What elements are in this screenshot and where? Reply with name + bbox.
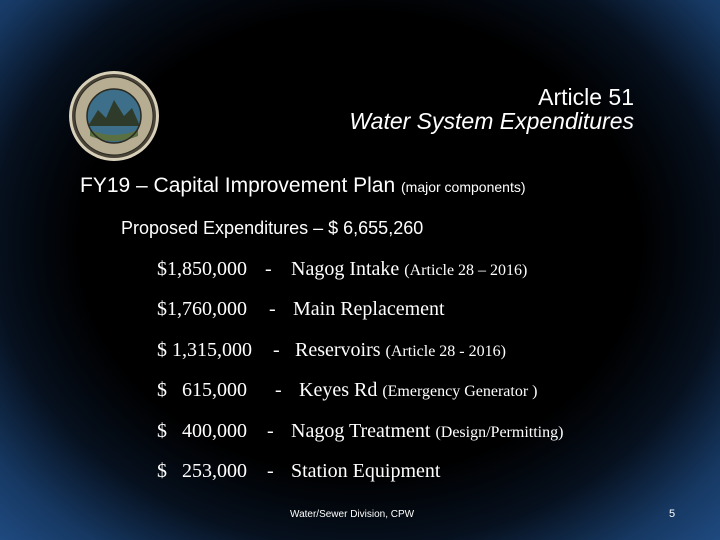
item-description-group: [291, 258, 527, 281]
item-dash: -: [273, 339, 280, 361]
item-description: Nagog Treatment: [291, 420, 431, 442]
list-item: [157, 379, 617, 405]
heading-qualifier: (major components): [401, 179, 526, 195]
item-description: Keyes Rd: [299, 379, 378, 401]
item-description-group: [291, 460, 440, 483]
item-dash: -: [275, 379, 282, 401]
item-amount: $ 400,000: [157, 420, 247, 442]
item-amount: $1,760,000: [157, 298, 247, 320]
proposed-expenditures: Proposed Expenditures – $ 6,655,260: [121, 218, 424, 238]
item-dash: -: [267, 460, 274, 482]
item-description: Station Equipment: [291, 460, 441, 482]
heading-main: FY19 – Capital Improvement Plan: [80, 174, 396, 197]
town-seal-logo: [68, 70, 160, 162]
slide-subtitle: Water System Expenditures: [349, 108, 634, 134]
page-number: 5: [669, 508, 676, 520]
item-amount: $ 615,000: [157, 379, 247, 401]
list-item: [157, 339, 617, 365]
list-item: [157, 460, 617, 486]
item-description-group: [291, 420, 563, 443]
slide-footer: Water/Sewer Division, CPW: [290, 509, 415, 520]
item-description-group: [299, 379, 538, 402]
item-dash: -: [265, 258, 272, 280]
list-item: [157, 420, 657, 446]
item-amount: $1,850,000: [157, 258, 247, 280]
item-amount: $ 1,315,000: [157, 339, 252, 361]
item-description: Reservoirs: [295, 339, 381, 361]
item-note: (Emergency Generator ): [382, 383, 538, 400]
list-item: [157, 298, 617, 324]
item-note: (Article 28 - 2016): [385, 343, 506, 360]
item-description-group: [293, 298, 445, 321]
item-dash: -: [267, 420, 274, 442]
item-description: Nagog Intake: [291, 258, 400, 280]
item-note: (Design/Permitting): [435, 424, 564, 441]
slide-title: Article 51: [538, 84, 634, 110]
list-item: [157, 258, 617, 284]
item-amount: $ 253,000: [157, 460, 247, 482]
item-note: (Article 28 – 2016): [404, 262, 528, 279]
section-heading: [80, 174, 526, 198]
item-dash: -: [269, 298, 276, 320]
item-description-group: [295, 339, 506, 362]
item-description: Main Replacement: [293, 298, 445, 320]
